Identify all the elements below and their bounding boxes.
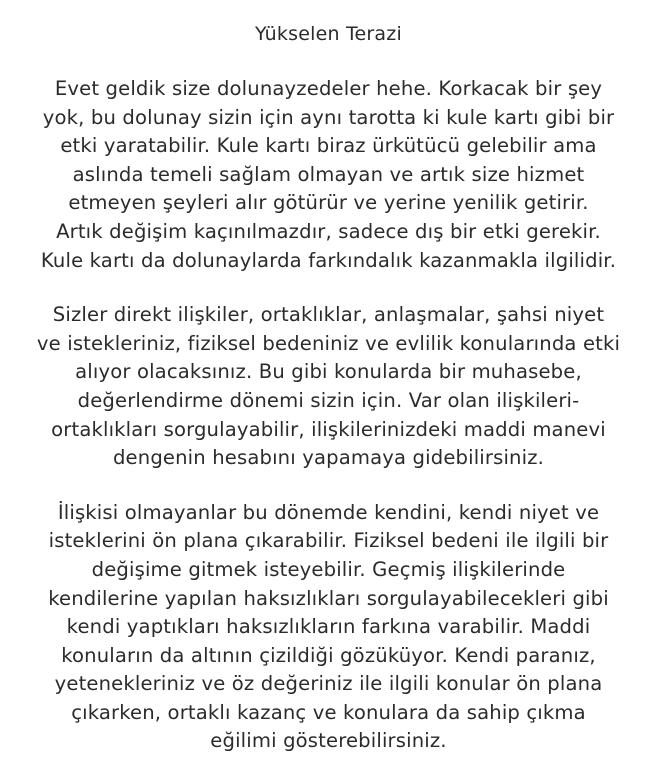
spacer (6, 473, 651, 499)
text-line: yetenekleriniz ve öz değeriniz ile ilgili konular ön plana (54, 672, 603, 696)
text-line: çıkarken, ortaklı kazanç ve konulara da sahip çıkma (71, 700, 586, 724)
text-line: isteklerini ön plana çıkarabilir. Fiziksel bedeni ile ilgili bir (48, 529, 609, 553)
spacer (6, 49, 651, 75)
text-line: ve istekleriniz, fiziksel bedeniniz ve evlilik konularında etki (36, 331, 621, 355)
text-line: kendilerine yapılan haksızlıkları sorgulayabilecekleri gibi (48, 586, 609, 610)
text-line: değişime gitmek isteyebilir. Geçmiş ilişkilerinde (91, 557, 566, 581)
text-line: değerlendirme dönemi sizin için. Var olan ilişkileri- (77, 388, 580, 412)
paragraph-1 (6, 75, 651, 275)
text-line: eğilimi gösterebilirsiniz. (210, 729, 447, 753)
text-line: etki yaratabilir. Kule kartı biraz ürkütücü gelebilir ama (60, 134, 597, 158)
paragraph-2 (6, 301, 651, 473)
text-line: İlişkisi olmayanlar bu dönemde kendini, kendi niyet ve (57, 500, 600, 524)
page-title: Yükselen Terazi (255, 23, 402, 45)
spacer (6, 275, 651, 301)
text-line: yok, bu dolunay sizin için aynı tarotta ki kule kartı gibi bir (42, 105, 615, 129)
text-line: dengenin hesabını yapamaya gidebilirsiniz. (112, 446, 545, 470)
text-line: etmeyen şeyleri alır götürür ve yerine yenilik getirir. (68, 191, 589, 215)
text-line: Sizler direkt ilişkiler, ortaklıklar, anlaşmalar, şahsi niyet (52, 303, 605, 327)
text-line: Kule kartı da dolunaylarda farkındalık kazanmakla ilgilidir. (40, 248, 617, 272)
text-line: alıyor olacaksınız. Bu gibi konularda bir muhasebe, (75, 360, 582, 384)
text-line: Artık değişim kaçınılmazdır, sadece dış bir etki gerekir. (56, 219, 601, 243)
text-line: aslında temeli sağlam olmayan ve artık size hizmet (72, 162, 585, 186)
text-line: konuların da altının çizildiği gözüküyor. Kendi paranız, (61, 643, 596, 667)
text-line: ortaklıkları sorgulayabilir, ilişkilerinizdeki maddi manevi (51, 417, 606, 441)
text-line: Evet geldik size dolunayzedeler hehe. Korkacak bir şey (54, 77, 603, 100)
paragraph-3 (6, 499, 651, 756)
text-line: kendi yaptıkları haksızlıkların farkına varabilir. Maddi (66, 615, 591, 639)
